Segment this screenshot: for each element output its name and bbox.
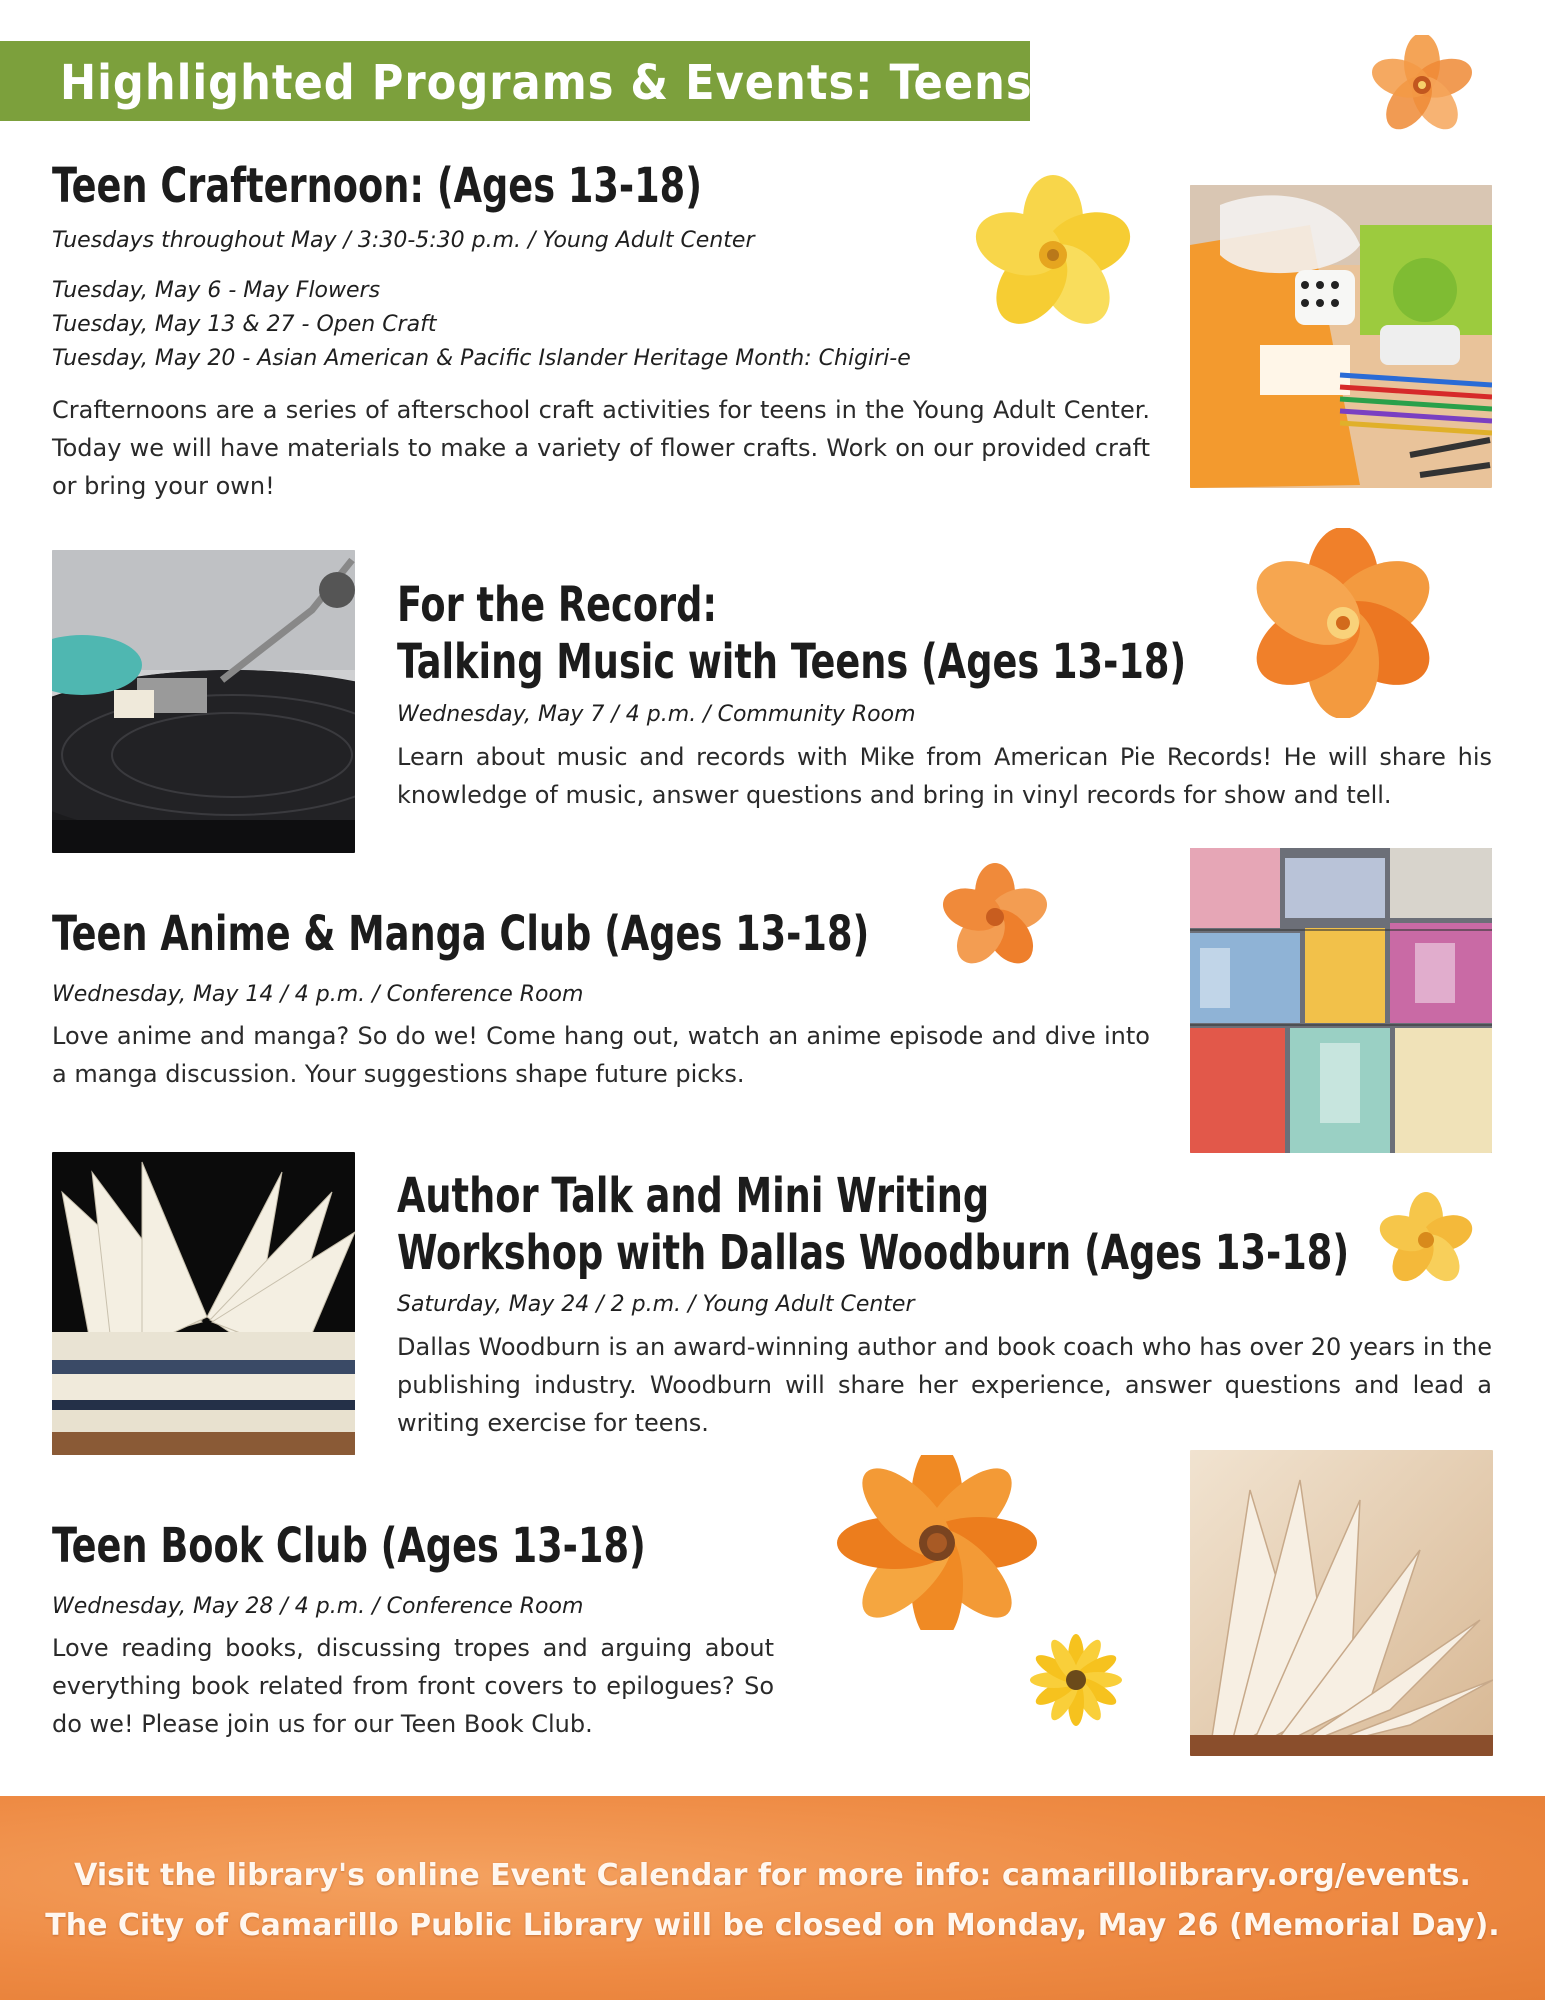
yellow-flower-icon [970, 172, 1136, 338]
event-meta-anime-manga: Wednesday, May 14 / 4 p.m. / Conference Room [52, 982, 584, 1007]
yellow-flower-icon [1378, 1190, 1474, 1290]
event-description-crafternoon: Crafternoons are a series of afterschool craft activities for teens in the Young Adult Center. Today we will have materials to make a variety of flower crafts. Work on our provided craft or bring your own! [52, 396, 1150, 500]
manga-stack-photo [1190, 848, 1492, 1153]
craft-supplies-photo [1190, 185, 1492, 488]
event-title-for-the-record-line2: Talking Music with Teens (Ages 13-18) [397, 634, 1187, 690]
event-title-crafternoon: Teen Crafternoon: (Ages 13-18) [52, 158, 702, 214]
event-meta-author-talk: Saturday, May 24 / 2 p.m. / Young Adult Center [397, 1292, 915, 1317]
schedule-item: Tuesday, May 20 - Asian American & Pacific Islander Heritage Month: Chigiri-e [52, 346, 911, 371]
event-title-anime-manga: Teen Anime & Manga Club (Ages 13-18) [52, 906, 870, 962]
orange-flower-icon [940, 862, 1050, 972]
yellow-flower-icon [1028, 1632, 1124, 1728]
footer [0, 1796, 1545, 2000]
event-title-for-the-record-line1: For the Record: [397, 577, 718, 633]
orange-flower-icon [1235, 528, 1450, 718]
book-stack-photo [52, 1152, 355, 1455]
event-meta-book-club: Wednesday, May 28 / 4 p.m. / Conference Room [52, 1594, 584, 1619]
event-title-author-talk-line1: Author Talk and Mini Writing [397, 1168, 990, 1224]
event-meta-crafternoon: Tuesdays throughout May / 3:30-5:30 p.m. / Young Adult Center [52, 228, 755, 253]
footer-line-events: Visit the library's online Event Calendar for more info: camarillolibrary.org/events. [74, 1858, 1471, 1893]
event-description-book-club: Love reading books, discussing tropes and arguing about everything book related from front covers to epilogues? So do we! Please join us for our Teen Book Club. [52, 1634, 774, 1738]
open-book-photo [1190, 1450, 1493, 1756]
schedule-item: Tuesday, May 13 & 27 - Open Craft [52, 312, 437, 337]
event-meta-for-the-record: Wednesday, May 7 / 4 p.m. / Community Room [397, 702, 916, 727]
event-description-for-the-record: Learn about music and records with Mike from American Pie Records! He will share his knowledge of music, answer questions and bring in vinyl records for show and tell. [397, 743, 1492, 809]
footer-line-closure: The City of Camarillo Public Library will be closed on Monday, May 26 (Memorial Day). [45, 1908, 1500, 1943]
record-player-photo [52, 550, 355, 853]
event-description-author-talk: Dallas Woodburn is an award-winning author and book coach who has over 20 years in the publishing industry. Woodburn will share her experience, answer questions and lead a writing exercise for teens. [397, 1333, 1492, 1437]
schedule-item: Tuesday, May 6 - May Flowers [52, 278, 381, 303]
orange-flower-icon [825, 1455, 1055, 1630]
event-title-author-talk-line2: Workshop with Dallas Woodburn (Ages 13-18) [397, 1225, 1350, 1281]
section-banner [0, 41, 1033, 121]
orange-flower-icon [1368, 35, 1476, 135]
banner-title: Highlighted Programs & Events: Teens [60, 55, 1033, 111]
event-title-book-club: Teen Book Club (Ages 13-18) [52, 1518, 646, 1574]
event-description-anime-manga: Love anime and manga? So do we! Come hang out, watch an anime episode and dive into a manga discussion. Your suggestions shape future picks. [52, 1022, 1150, 1088]
